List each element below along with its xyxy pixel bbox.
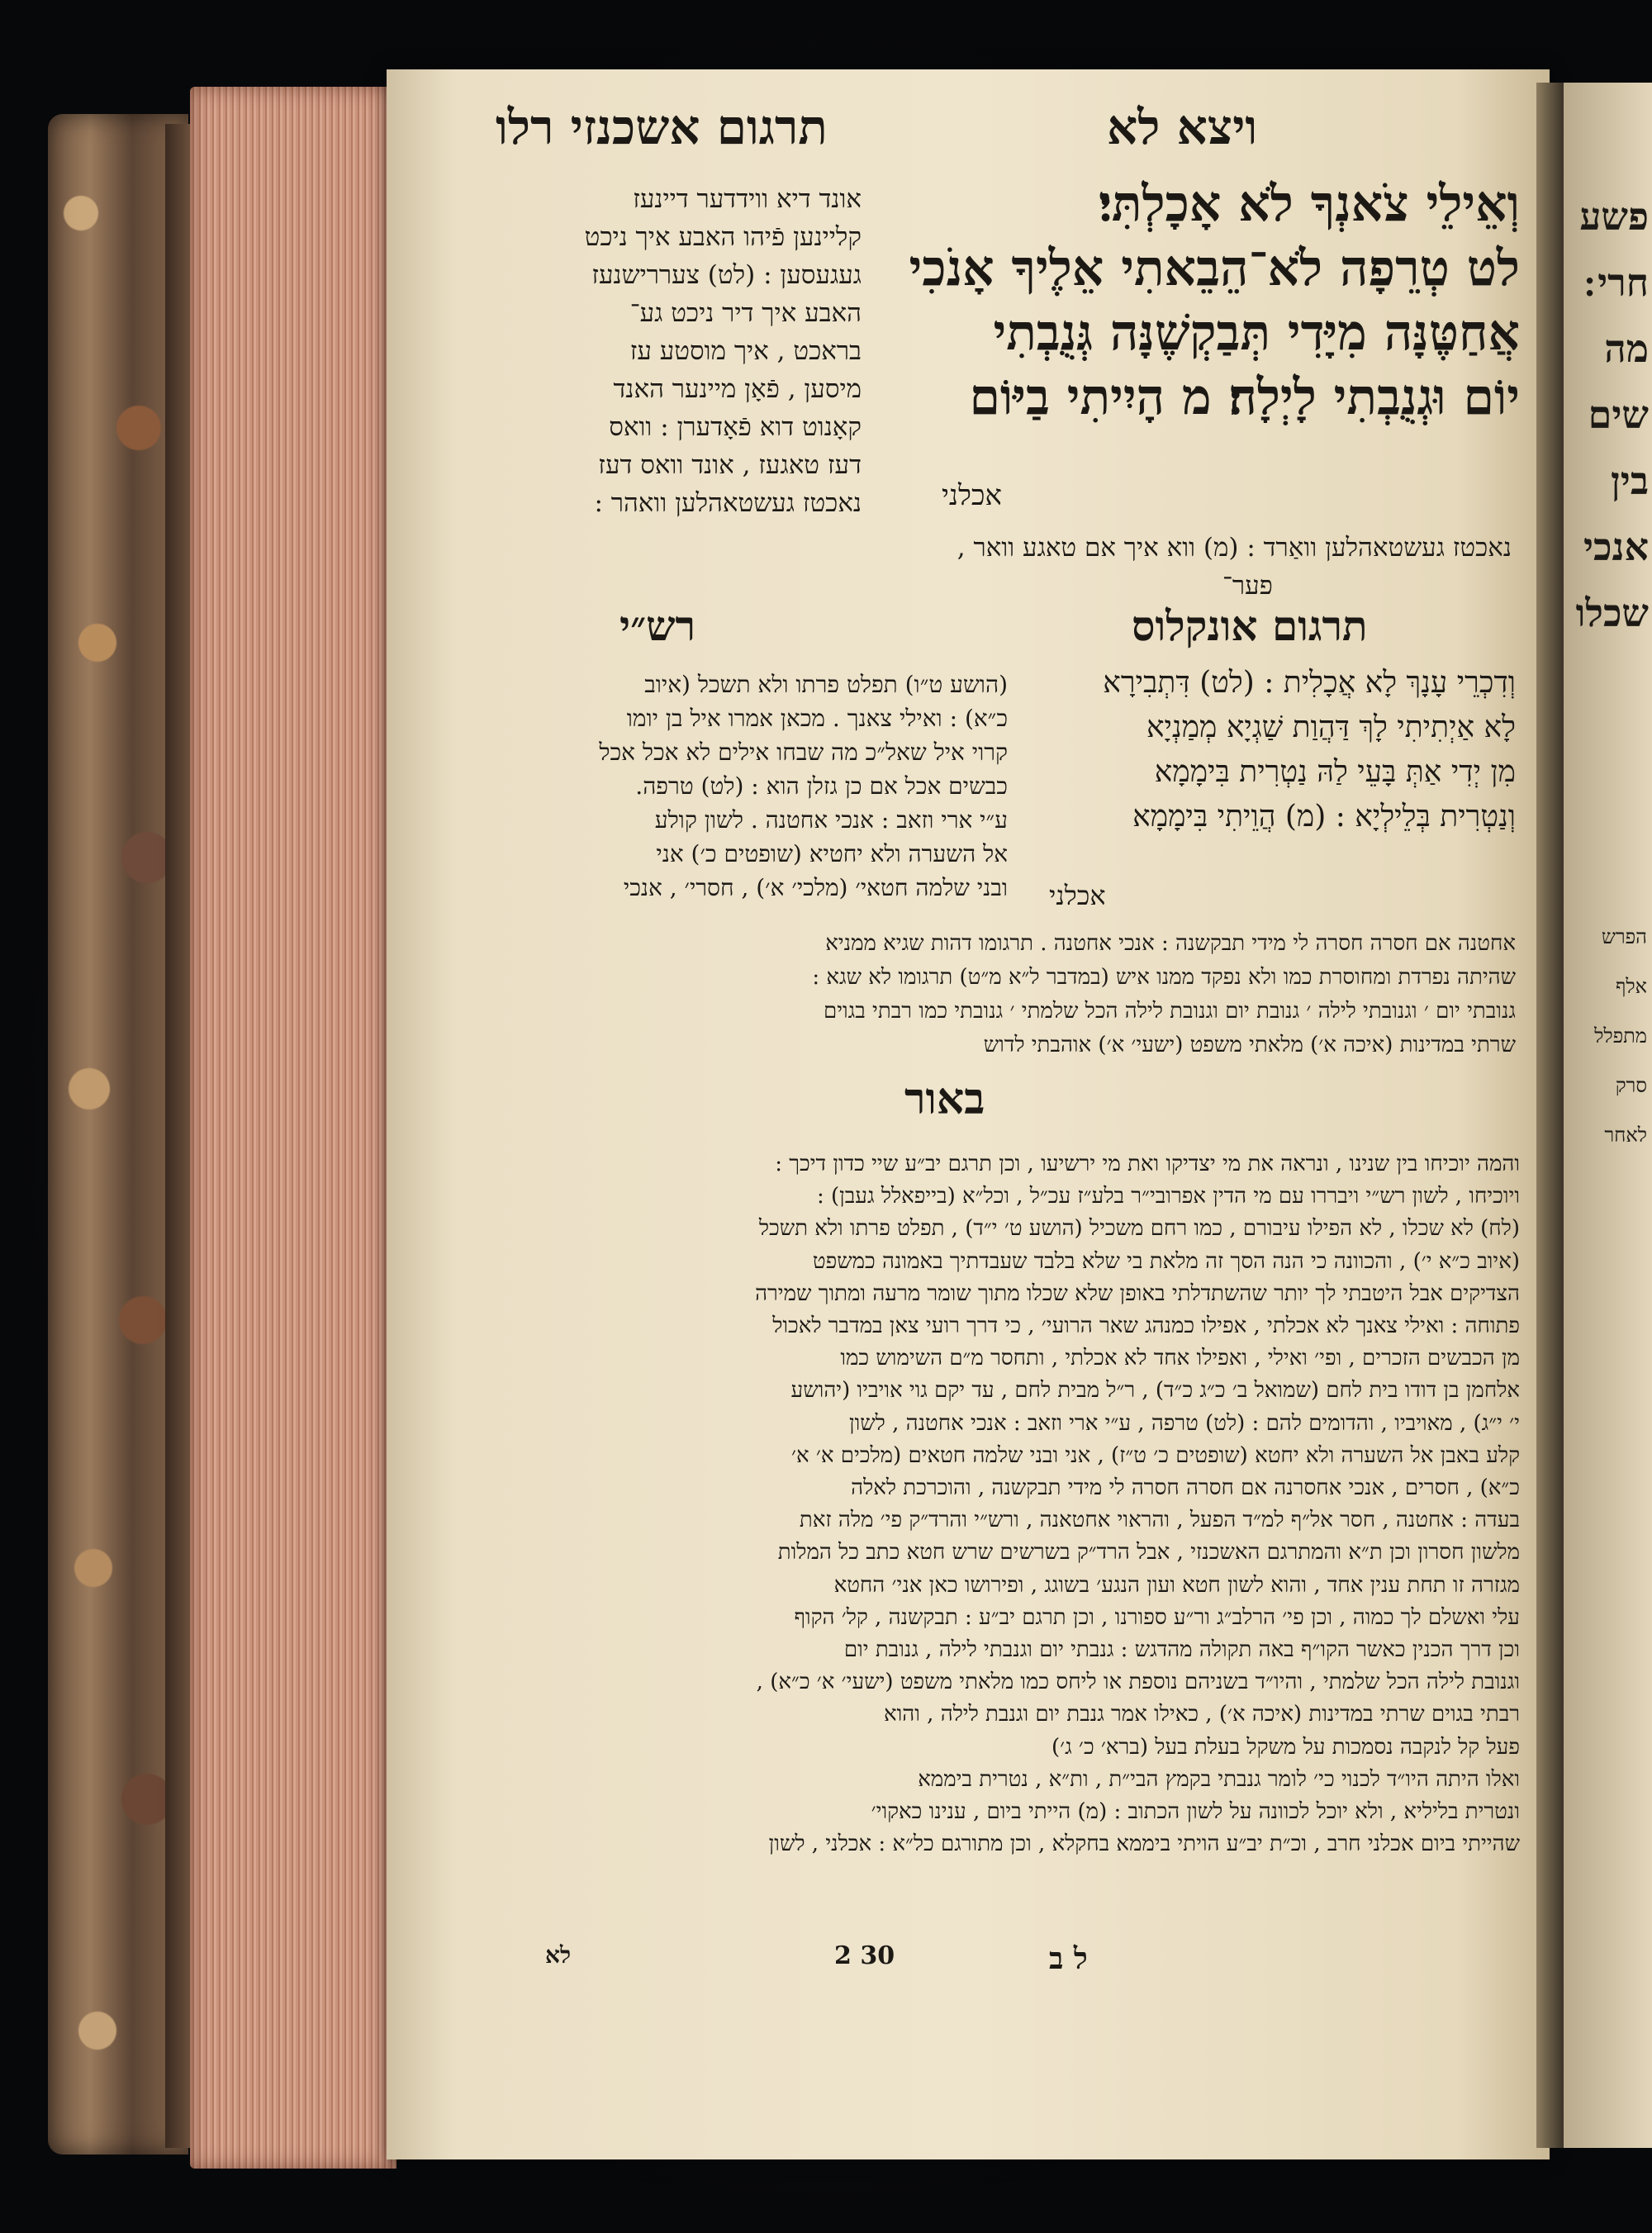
signature-mark: ל ב [1049, 1941, 1088, 1976]
yiddish-line: קאָנוט דוא פֿאָדערן : וואס [609, 412, 862, 442]
beur-line: וגנובת לילה הכל שלמתי , והיו״ד בשניהם נוספת או ליחס כמו מלאתי משפט (ישעי׳ א׳ כ״א) , [756, 1670, 1520, 1695]
yiddish-line: האבע איך דיר ניכט גע־ [629, 298, 862, 328]
beur-line: והמה יוכיחו בין שנינו , ונראה את מי יצדיקו ואת מי ירשיעו , וכן תרגם יב״ע שיי כדון דיכך : [775, 1152, 1520, 1176]
beur-line: עלי ואשלם לך כמוה , וכן פי׳ הרלב״ג ור״ע ספורנו , וכן תרגם יב״ע : תבקשנה , קל׳ הקוף [794, 1604, 1520, 1630]
next-page-line: פשע [1579, 194, 1649, 239]
next-page-line: אנכי [1583, 525, 1649, 569]
yiddish-line: געגעסען : (לט) צעררישנעז [591, 260, 862, 290]
next-page-line: הפרש [1601, 925, 1647, 948]
beur-line: הצדיקים אבל היטבתי לך יותר שהשתדלתי באופן שלא שכלו מתוך שומר מרעה ומתוך שמירה [755, 1280, 1520, 1306]
running-head-left: תרגום אשכנזי רלו [496, 99, 828, 155]
rashi-line: גנובתי יום ׳ וגנובתי לילה ׳ גנובת יום וגנובת לילה הכל שלמתי ׳ גנובתי כמו רבתי בגוים [823, 999, 1516, 1024]
onkelos-catchword: אכלני [1049, 880, 1106, 911]
rashi-line: אחטנה אם חסרה חסרה לי מידי תבקשנה : אנכי אחטנה . תרגומו דהות שגיא ממניא [825, 931, 1516, 956]
catchword: לא [545, 1941, 572, 1969]
rashi-continuation [496, 927, 1516, 1062]
onkelos-line: מִן יְדִי אַתְּ בָּעֵי לַהּ נַטְרִית בִּימָמָא [1154, 755, 1516, 789]
rashi-heading: רש״י [620, 601, 696, 650]
yiddish-line: בראכט , איך מוסטע עז [629, 336, 862, 366]
next-page-line: לאחר [1604, 1124, 1647, 1147]
next-page-line: מתפלל [1594, 1024, 1647, 1048]
onkelos-line: לָא אַיְתִיתִי לָךְ דַּהֲוַת שַׁגְיָא מְמַנְיָא [1146, 710, 1516, 744]
beur-line: מגזרה זו תחת ענין אחד , והוא לשון חטא ועון הנגע׳ בשוגג , ופירושו כאן אני׳ החטא [833, 1572, 1520, 1598]
yiddish-line: מיסען , פֿאָן מיינער האנד [613, 374, 862, 404]
verse-line: אֲחַטֶּנָּה מִיָּדִי תְּבַקְשֶׁנָּה גְּנֻבְתִי [993, 304, 1520, 362]
next-page-edge [1564, 83, 1652, 2148]
beur-line: ונטרית בליליא , ולא יוכל לכוונה על לשון הכתוב : (מ) הייתי ביום , ענינו כאקוי׳ [871, 1799, 1520, 1825]
running-head-right: ויצא לא [1107, 99, 1258, 155]
verse-line: לט טְרֵפָה לֹא־הֵבֵאתִי אֵלֶיךָ אָנֹכִי [909, 240, 1520, 297]
next-page-line: סרק [1615, 1074, 1647, 1097]
yiddish-line: אונד דיא ווידדער דיינעז [633, 184, 862, 214]
verse-line: יוֹם וּגְנֻבְתִי לָיְלָה׃ מ הָיִיתִי בַיּוֹם [969, 368, 1520, 426]
verse-line: וְאֵילֵי צֹאנְךָ לֹא אָכָלְתִּי׃ [1099, 175, 1520, 233]
rashi-line: (הושע ט״ו) תפלט פרתו ולא תשכל (איוב [644, 671, 1008, 698]
next-page-line: אלף [1615, 975, 1647, 998]
beur-line: ואלו היתה היו״ד לכנוי כי׳ לומר גנבתי בקמץ הבי״ת , ות״א , נטרית ביממא [918, 1766, 1520, 1792]
onkelos-heading: תרגום אונקלוס [1132, 601, 1368, 650]
beur-line: (איוב כ״א י׳) , והכוונה כי הנה הסך זה מלאת בי שלא בלבד שעבדתיך באמונה כמשפט [812, 1248, 1520, 1274]
signature-number: 30 2 [834, 1941, 895, 1970]
beur-line: בעדה : אחטנה , חסר אל״ף למ״ד הפעל , והראוי אחטאנה , ורש״י והרד״ק פי׳ מלה זאת [799, 1508, 1520, 1533]
rashi-line: קרוי איל שאל״כ מה שבחו אילים לא אכל אכל [599, 739, 1008, 766]
next-page-line: שכלו [1575, 591, 1649, 635]
yiddish-line: פער־ [1222, 571, 1273, 601]
rashi-line: כ״א) : ואילי צאנך . מכאן אמרו איל בן יומו [626, 705, 1008, 732]
next-page-line: בין [1611, 458, 1649, 503]
next-page-line: חרי ׃ [1584, 260, 1649, 305]
yiddish-line: נאכטז געשטאהלען וואהר : [594, 488, 862, 518]
beur-line: פתוחה : ואילי צאנך לא אכלתי , אפילו כמנהג שאר הרועי׳ , כי דרך רועי צאן במדבר לאכול [772, 1314, 1520, 1339]
yiddish-translation [494, 180, 862, 522]
next-page-line: מה [1604, 326, 1649, 371]
next-page-line: שים [1588, 392, 1649, 437]
yiddish-line: נאכטז געשטאהלען וואַרד : (מ) ווא איך אם טאגע וואר , [957, 533, 1512, 563]
page-edges [190, 87, 396, 2169]
beur-line: כ״א) , חסרים , אנכי אחסרנה אם חסרה חסרה לי מידי תבקשנה , והוכרכת לאלה [851, 1475, 1520, 1501]
rashi-line: שרתי במדינות (איכה א׳) מלאתי משפט (ישעי׳ א׳) אוהבתי לדוש [983, 1033, 1516, 1057]
rashi-line: כבשים אכל אם כן גזלן הוא : (לט) טרפה. [635, 772, 1008, 800]
yiddish-line: קליינען פֿיהו האבע איך ניכט [584, 222, 862, 252]
beur-line: וכן דרך הכנין כאשר הקו״ף באה תקולה מהדגש : גנבתי יום וגנבתי לילה , גנובת יום [843, 1637, 1520, 1663]
rashi-line: ע״י ארי וזאב : אנכי אחטנה . לשון קולע [654, 806, 1008, 834]
beur-line: קלע באבן אל השערה ולא יחטא (שופטים כ׳ ט״ז) , אני ובני שלמה חטאים (מלכים א׳ א׳ [790, 1442, 1520, 1468]
beur-line: (לח) לא שכלו , לא הפילו עיבורם , כמו רחם משכיל (הושע ט׳ י״ד) , תפלט פרתו ולא תשכל [758, 1216, 1520, 1242]
verse-text [892, 172, 1520, 430]
beur-line: רבתי בגוים שרתי במדינות (איכה א׳) , כאילו אמר גנבת יום וגנבת לילה , והוא [884, 1702, 1520, 1727]
rashi-line: ובני שלמה חטאי׳ (מלכי׳ א׳) , חסרי׳ , אנכי [623, 874, 1008, 901]
beur-line: שהייתי ביום אכלני חרב , וכ״ת יב״ע הויתי ביממא בחקלא , וכן מתורגם כל״א : אכלני , לשון [768, 1832, 1520, 1857]
beur-line: מן הכבשים הזכרים , ופי׳ ואילי , ואפילו אחד לא אכלתי , ותחסר מ״ם השימוש כמו [840, 1346, 1520, 1371]
rashi-line: אל השערה ולא יחטיא (שופטים כ׳) אני [656, 840, 1008, 867]
onkelos-line: וְדִכְרֵי עָנָךְ לָא אֲכָלִית : (לט) דִּתְבִירָא [1103, 666, 1516, 700]
onkelos-line: וְנַטְרִית בְּלֵילְיָא : (מ) הֲוֵיתִי בִּימָמָא [1132, 800, 1516, 834]
beur-line: י׳ י״ג) , מאויביו , והדומים להם : (לט) טרפה , ע״י ארי וזאב : אנכי אחטנה , לשון [848, 1410, 1520, 1436]
onkelos-text [1028, 661, 1516, 839]
verse-catchword: אכלני [942, 479, 1002, 512]
beur-line: אלחמן בן דודו בית לחם (שמואל ב׳ כ״ג כ״ד) , ר״ל מבית לחם , עד יקם גוי אויביו (יהושע [790, 1378, 1520, 1404]
rashi-line: שהיתה נפרדת ומחוסרת כמו ולא נפקד ממנו איש (במדבר ל״א מ״ט) תרגומו לא שגא : [812, 965, 1516, 990]
beur-commentary [496, 1148, 1520, 1860]
yiddish-continuation [496, 529, 1512, 605]
beur-heading: באור [904, 1074, 985, 1124]
beur-line: ויוכיחו , לשון רש״י ויבררו עם מי הדין אפרובי״ר בלע״ז עכ״ל , וכל״א (בייפאלל געבן) : [816, 1184, 1520, 1209]
beur-line: מלשון חסרון וכן ת״א והמתרגם האשכנזי , אבל הרד״ק בשרשים שרש חטא כתב כל המלות [777, 1540, 1520, 1565]
beur-line: פעל קל לנקבה נסמכות על משקל בעלת בעל (ברא׳ כ׳ ג׳) [1051, 1734, 1520, 1760]
yiddish-line: דעז טאגעז , אונד וואס דעז [598, 450, 862, 480]
rashi-text [512, 668, 1008, 905]
